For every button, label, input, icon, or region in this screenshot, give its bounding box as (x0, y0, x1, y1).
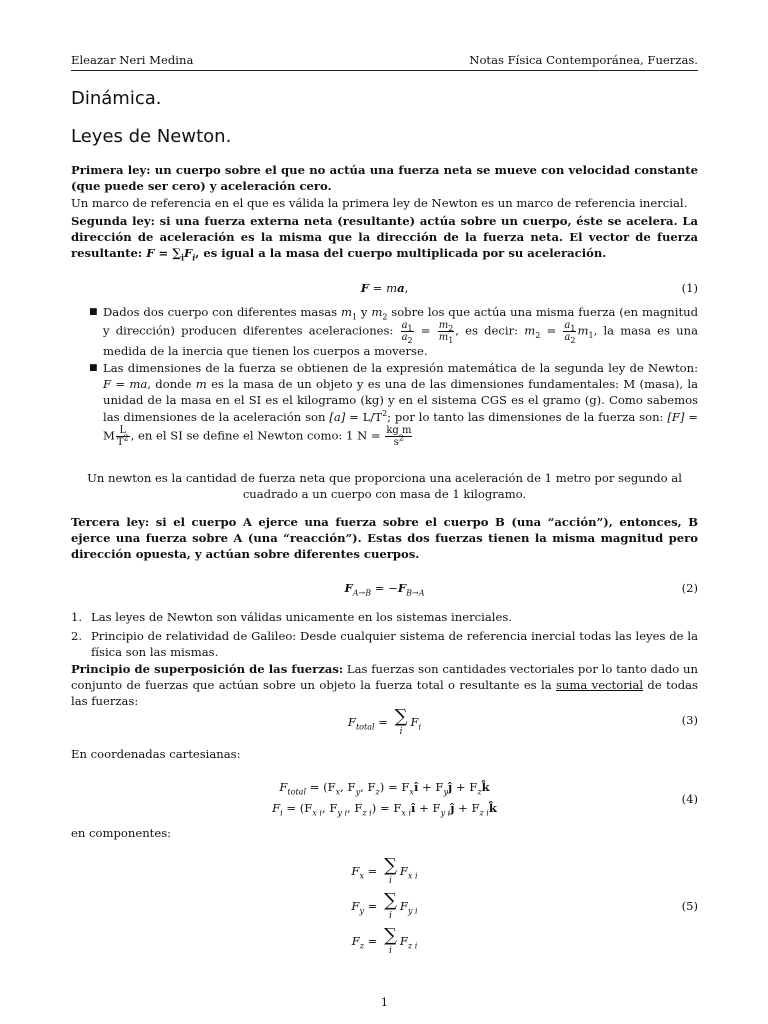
bullet2-a-dim: [a] (329, 409, 346, 424)
eq4-l2-r: ) = F (371, 801, 402, 815)
eq4-l1-p1: + F (418, 780, 444, 794)
eq1-comma: , (404, 281, 409, 295)
superposition-lead: Principio de superposición de las fuerzas: (71, 662, 344, 676)
unit-vector-k: k̂ (481, 780, 490, 794)
bullet2-text-6: = M (103, 409, 698, 443)
note-item (71, 628, 698, 660)
bullet1-m2: m (371, 305, 383, 319)
eq2-F1: F (344, 581, 353, 595)
unit-vector-j: ĵ (450, 801, 455, 815)
frac-kgm: kg m (386, 424, 412, 436)
frac-a2b: a (564, 332, 571, 344)
eq4-l2-c2: , F (347, 801, 363, 815)
eq5-equals: = (363, 934, 382, 948)
eq4-l1-rz: z (477, 787, 482, 797)
bullet1-y: y (357, 305, 372, 319)
eq4-l2-z: z i (362, 808, 372, 818)
bullet2-text-2: , donde (147, 377, 196, 392)
equation-2 (71, 580, 698, 596)
eq4-l2-rx: x i (401, 808, 412, 818)
eq4-F-total: F (279, 780, 288, 794)
eq4-i-sub: i (280, 808, 283, 818)
eq5-zi-sub: z i (407, 941, 418, 951)
eq5-Fxi: F (399, 864, 408, 878)
fraction-a1-a2-b (563, 320, 576, 346)
eq5-Fyi: F (399, 899, 408, 913)
components-label: en componentes: (71, 826, 172, 840)
equation-4-number: (4) (681, 792, 698, 806)
eq4-l2-p1: + F (415, 801, 441, 815)
sum-index: i (180, 252, 185, 263)
eq5-summation (384, 927, 397, 957)
eq3-i-sub: i (418, 722, 422, 732)
equation-5-row (71, 857, 698, 887)
bullet-marker: ■ (89, 363, 98, 373)
fraction-L-T2 (116, 425, 130, 448)
bullet1-text-2: sobre los que actúa una misma fuerza (en magnitud y dirección) producen diferentes aceleraciones: (103, 305, 699, 338)
eq4-l1-z: z (375, 787, 380, 797)
eq2-sub1: A→B (352, 588, 372, 598)
eq5-summation (384, 857, 397, 887)
bullet1-m1b: m (577, 323, 589, 338)
frac-a2: a (401, 332, 408, 344)
note-item (71, 609, 698, 625)
bullet1-m1-sub: 1 (351, 312, 358, 322)
eq4-l1-c2: , F (360, 780, 376, 794)
unit-vector-k: k̂ (488, 801, 497, 815)
header-title: Notas Física Contemporánea, Fuerzas. (469, 53, 698, 67)
equation-2-number: (2) (681, 581, 698, 595)
sigma-symbol: ∑ (384, 925, 397, 946)
eq4-l2-p2: + F (454, 801, 480, 815)
bullet2-m: m (195, 377, 207, 392)
eq5-Fy: F (351, 899, 360, 913)
eq2-equals: = − (371, 581, 398, 595)
equation-1-number: (1) (681, 281, 698, 295)
frac-m2-sub: 2 (448, 324, 454, 334)
bullet1-text-3: , es decir: (455, 323, 525, 338)
eq2-sub2: B→A (406, 588, 425, 598)
first-law-note: Un marco de referencia en el que es válida la primera ley de Newton es un marco de referencia inercial. (71, 196, 688, 210)
eq5-equals: = (363, 864, 382, 878)
sigma-symbol: ∑ (384, 890, 397, 911)
third-law-statement: Tercera ley: si el cuerpo A ejerce una fuerza sobre el cuerpo B (una “acción”), entonces, B ejerce una fuerza sobre A (una “reacción”). Estas dos fuerzas tienen la misma magnitud pero dirección opuesta, y actúan sobre diferentes cuerpos. (71, 515, 698, 562)
frac-s: s (393, 436, 399, 448)
eq2-F2: F (397, 581, 407, 595)
sum-vector-Fi-index: i (192, 252, 196, 263)
sum-index: i (389, 946, 392, 956)
equation-4-line-2 (71, 800, 698, 816)
superposition-text-1: Las fuerzas son cantidades vectoriales por lo tanto dado un conjunto de fuerzas que actúan sobre un objeto la fuerza total o resultante es la (71, 662, 698, 693)
eq4-l1-mid: = (F (306, 780, 336, 794)
frac-T-sup: 2 (123, 433, 129, 443)
eq5-Fz: F (351, 934, 360, 948)
header-author: Eleazar Neri Medina (71, 53, 194, 67)
section-title-newton-laws: Leyes de Newton. (71, 126, 232, 147)
bullet-masses (71, 304, 698, 359)
equation-4-line-1 (71, 779, 698, 795)
bullet2-text-7: , en el SI se define el Newton como: 1 N = (130, 428, 385, 443)
second-law-statement (71, 213, 698, 262)
bullet1-text-1: Dados dos cuerpo con diferentes masas (103, 305, 341, 319)
equation-5-number: (5) (681, 899, 698, 913)
fraction-m2-m1 (438, 320, 455, 346)
frac-a1: a (401, 320, 408, 332)
running-header (71, 50, 698, 71)
bullet2-square: 2 (382, 408, 388, 418)
bullet1-m1: m (340, 305, 352, 319)
sum-index: i (389, 876, 392, 886)
bullet2-eq: = (111, 377, 130, 392)
equation-1 (71, 280, 698, 296)
sum-sigma: ∑ (172, 246, 181, 261)
note-number: 1. (71, 610, 83, 624)
eq3-total-sub: total (355, 722, 375, 732)
document-page (71, 0, 698, 1024)
sum-index: i (399, 727, 403, 737)
eq4-total-sub: total (287, 787, 306, 797)
eq3-summation (395, 708, 408, 738)
bullet2-F-dim: [F] (667, 409, 685, 424)
eq5-z-sub: z (359, 941, 364, 951)
superposition-paragraph (71, 661, 698, 710)
vector-sum-link[interactable]: suma vectorial (555, 678, 644, 693)
bullet1-m2b: m (524, 323, 536, 338)
second-law-lead: Segunda ley: si una fuerza externa neta (resultante) actúa sobre un cuerpo, éste se acelera. La dirección de aceleración es la misma que la dirección de la fuerza neta. El vector de fuerza resultante: (71, 214, 698, 261)
eq3-F-i: F (410, 715, 419, 729)
page-number: 1 (380, 995, 389, 1009)
sum-equals: = (154, 246, 173, 261)
eq4-l1-c1: , F (340, 780, 356, 794)
frac-m1: m (438, 332, 449, 344)
note-number: 2. (71, 629, 83, 643)
newton-definition: Un newton es la cantidad de fuerza neta que proporciona una aceleración de 1 metro por segundo al cuadrado a un cuerpo con masa de 1 kilogramo. (87, 471, 682, 502)
bullet-dimensions (71, 360, 698, 448)
fraction-a1-a2 (401, 320, 414, 346)
bullet2-text-4: = L/T (345, 409, 383, 424)
eq4-l1-rx: x (409, 787, 414, 797)
eq5-xi-sub: x i (407, 871, 418, 881)
unit-vector-j: ĵ (448, 780, 453, 794)
cartesian-label: En coordenadas cartesianas: (71, 747, 241, 761)
sum-vector-F: F (146, 246, 155, 261)
eq5-Fx: F (351, 864, 360, 878)
equation-3-number: (3) (681, 713, 698, 727)
frac-a2b-sub: 2 (570, 336, 576, 346)
bullet2-text-5: ; por lo tanto las dimensiones de la fuerza son: (387, 409, 668, 424)
eq4-l2-mid: = (F (282, 801, 313, 815)
frac-L: L (116, 425, 130, 437)
frac-a1b-sub: 1 (570, 324, 576, 334)
bullet2-ma: ma (129, 377, 148, 392)
frac-T: T (116, 436, 124, 448)
first-law-statement: Primera ley: un cuerpo sobre el que no actúa una fuerza neta se mueve con velocidad constante (que puede ser cero) y aceleración cero. (71, 163, 698, 194)
eq4-F-i: F (272, 801, 281, 815)
eq4-l1-r: ) = F (379, 780, 410, 794)
eq4-l1-x: x (335, 787, 341, 797)
bullet1-m2b-sub: 2 (535, 331, 541, 341)
frac-a2-sub: 2 (407, 336, 413, 346)
sigma-symbol: ∑ (384, 855, 397, 876)
eq4-l1-p2: + F (452, 780, 478, 794)
sum-vector-Fi: F (184, 246, 193, 261)
eq5-yi-sub: y i (407, 906, 418, 916)
eq4-l2-x: x i (312, 808, 322, 818)
bullet1-eq: = (414, 323, 437, 338)
bullet2-text-3: es la masa de un objeto y es una de las dimensiones fundamentales: M (masa), la unidad de la masa en el SI es el kilogramo (kg) y en el sistema CGS es el gramo (g). Como sabemos las dimensiones de la aceleración son (103, 377, 698, 424)
eq3-F-total: F (347, 715, 356, 729)
eq4-l2-ry: y i (440, 808, 451, 818)
note-text: Principio de relatividad de Galileo: Desde cualquier sistema de referencia inercial todas las leyes de la física son las mismas. (91, 629, 698, 660)
equation-5-row (71, 927, 698, 957)
bullet2-text-1: Las dimensiones de la fuerza se obtienen de la expresión matemática de la segunda ley de Newton: (103, 361, 698, 375)
eq3-equals: = (374, 715, 392, 729)
eq5-y-sub: y (359, 906, 364, 916)
eq5-x-sub: x (359, 871, 364, 881)
frac-s-sup: 2 (398, 433, 404, 443)
frac-m1-sub: 1 (448, 336, 454, 346)
eq4-l2-rz: z i (479, 808, 489, 818)
bullet1-m1b-sub: 1 (588, 331, 594, 341)
unit-vector-i: î (413, 780, 419, 794)
bullet1-eq2: = (540, 323, 563, 338)
eq1-F: F (360, 281, 369, 295)
note-text: Las leyes de Newton son válidas unicamente en los sistemas inerciales. (91, 610, 512, 624)
eq5-summation (384, 892, 397, 922)
superposition-text-2: de todas las fuerzas: (71, 678, 699, 709)
bullet2-F: F (103, 377, 112, 392)
equation-5-row (71, 892, 698, 922)
eq4-l1-y: y (355, 787, 361, 797)
frac-a1-sub: 1 (407, 324, 413, 334)
eq1-a: a (397, 281, 405, 295)
bullet-marker: ■ (89, 307, 98, 317)
eq5-Fzi: F (399, 934, 408, 948)
frac-m2: m (438, 320, 449, 332)
second-law-tail: , es igual a la masa del cuerpo multiplicada por su aceleración. (195, 246, 607, 261)
bullet1-m2-sub: 2 (382, 312, 388, 322)
eq4-l1-ry: y (443, 787, 449, 797)
unit-vector-i: î (411, 801, 416, 815)
eq1-equals: = (368, 281, 387, 295)
sum-index: i (389, 911, 392, 921)
eq5-equals: = (363, 899, 382, 913)
eq4-l2-c1: , F (321, 801, 338, 815)
bullet1-text-4: , la masa es una medida de la inercia que tienen los cuerpos a moverse. (103, 323, 699, 359)
fraction-newton-unit (385, 425, 412, 448)
section-title-dynamics: Dinámica. (71, 88, 162, 109)
sigma-symbol: ∑ (394, 706, 408, 727)
eq1-m: m (386, 281, 398, 295)
eq4-l2-y: y i (337, 808, 347, 818)
frac-a1b: a (564, 320, 571, 332)
equation-3 (71, 708, 698, 738)
